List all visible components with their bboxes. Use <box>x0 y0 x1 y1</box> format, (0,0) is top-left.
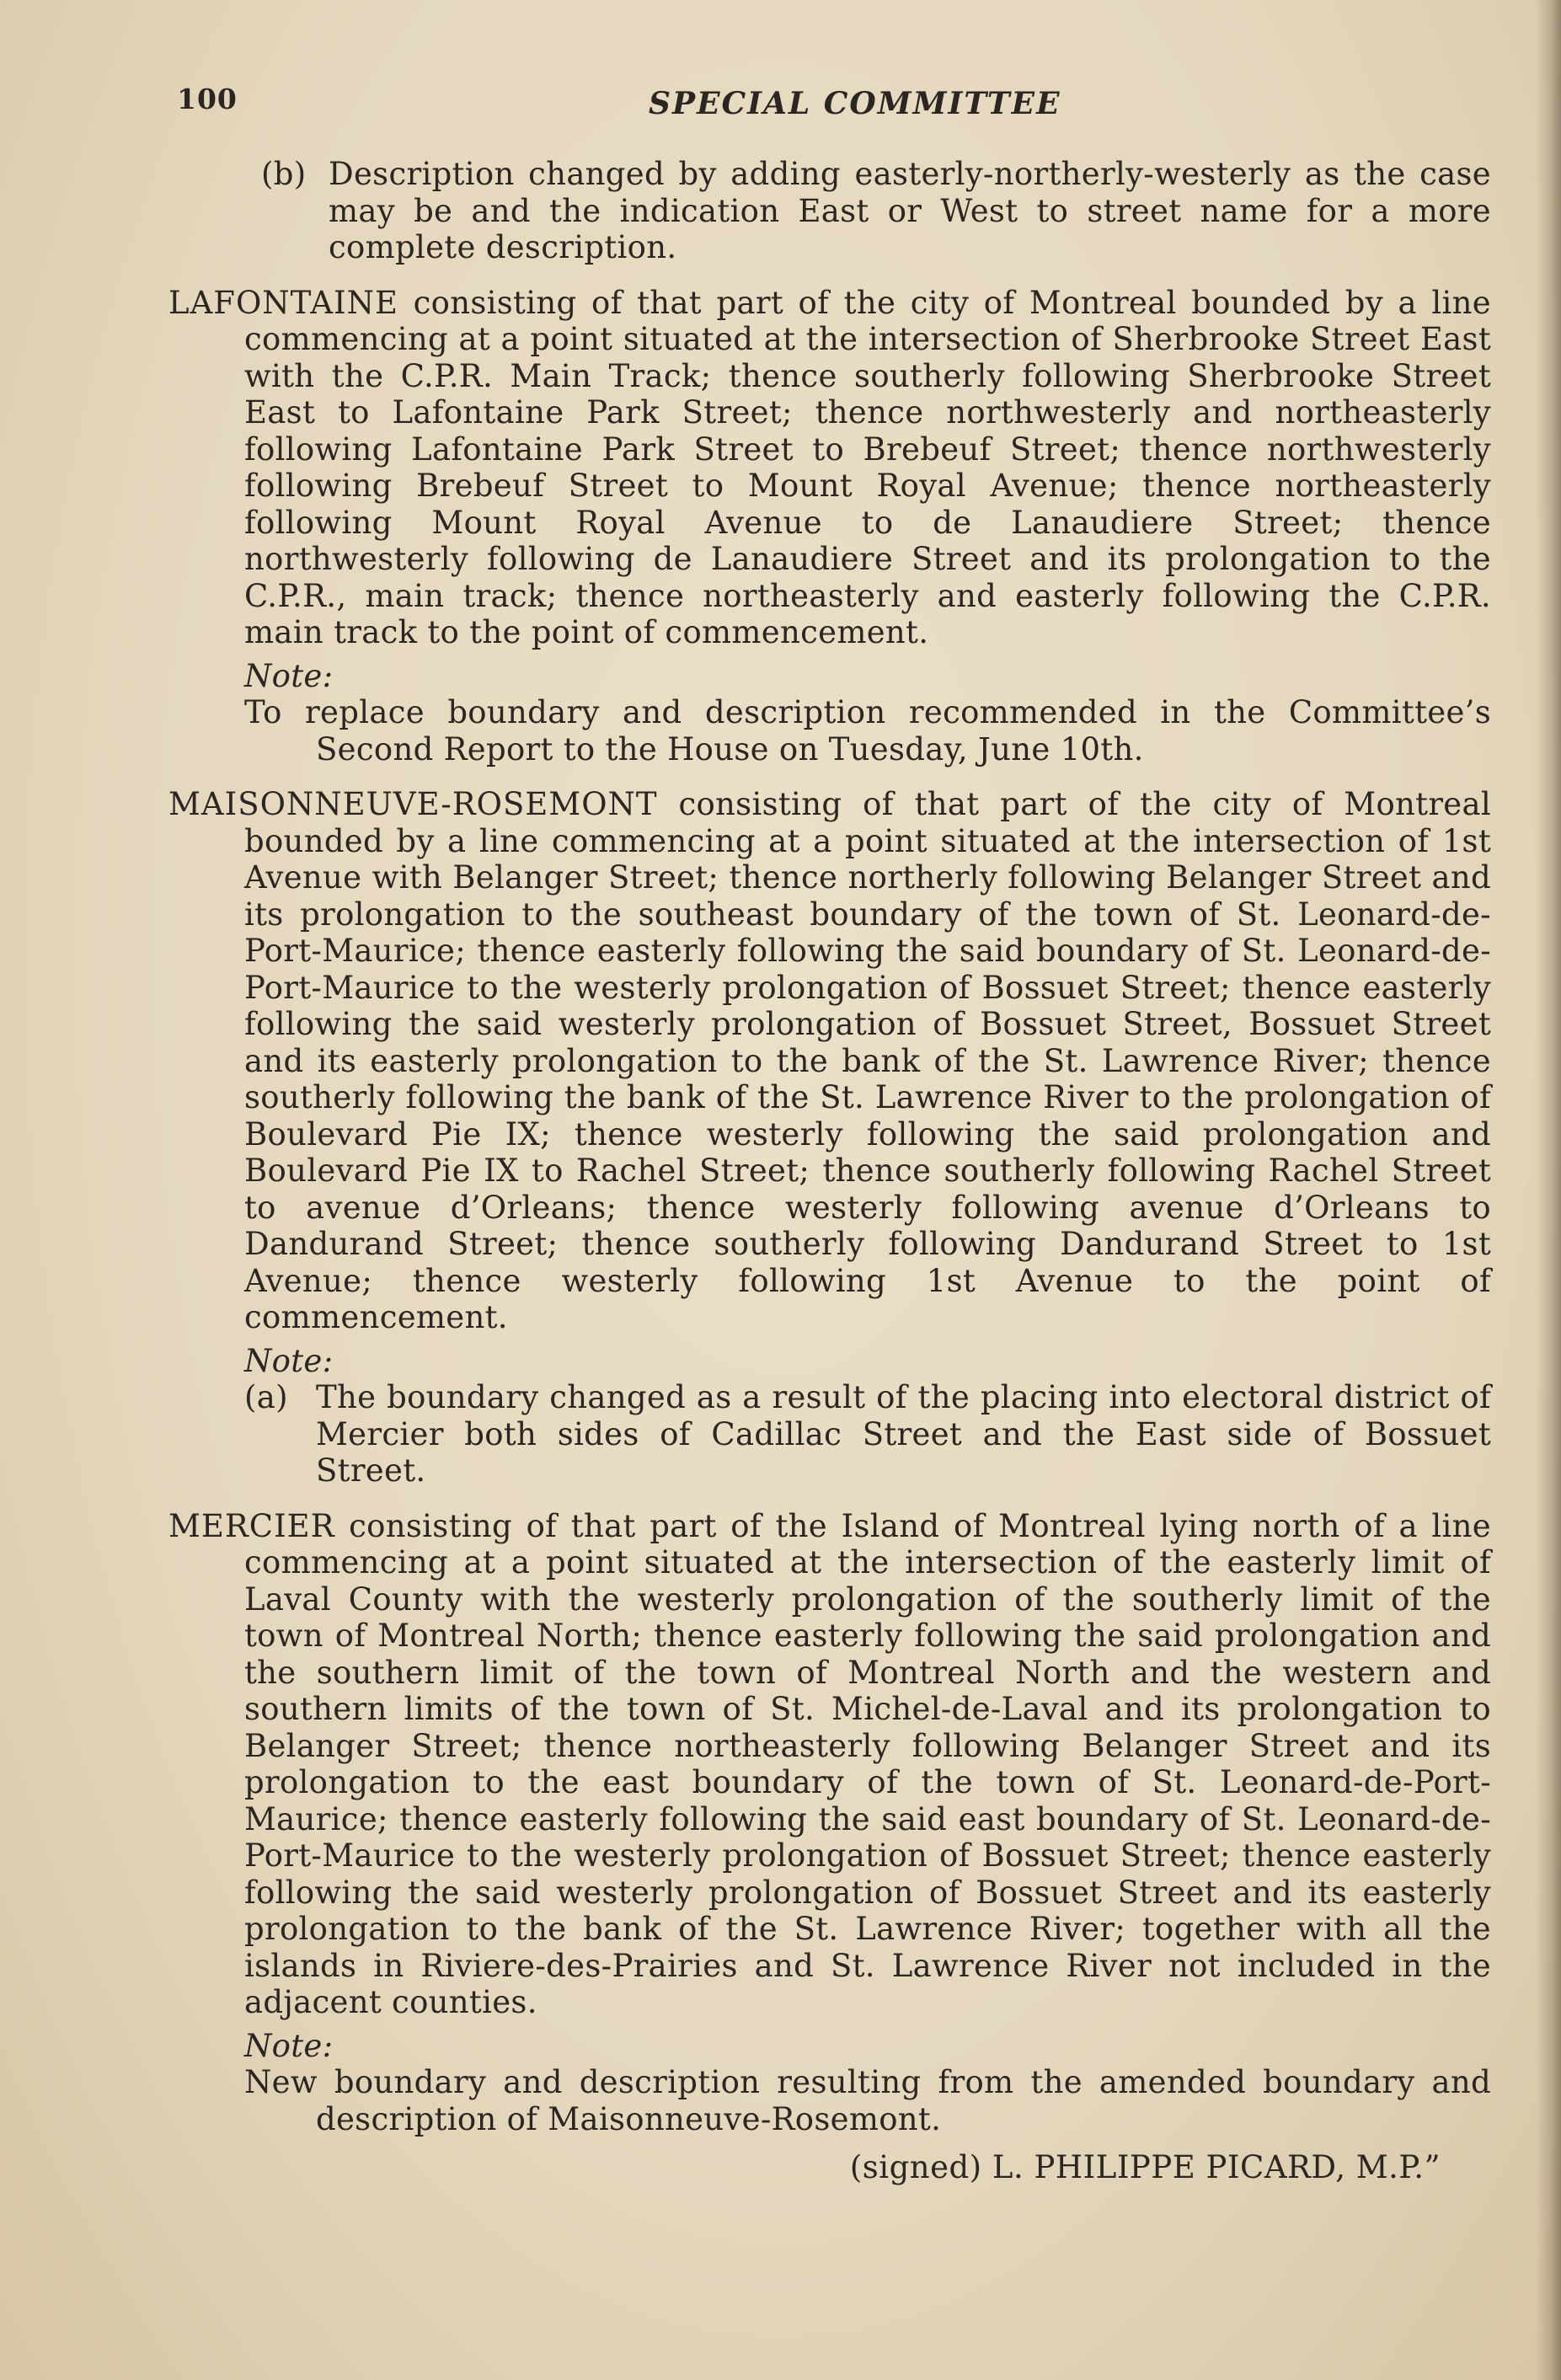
note-item-text: The boundary changed as a result of the placing into electoral district of Mercier both sides of Cadillac Street and the East side of Bossuet Street. <box>316 1379 1491 1489</box>
note-label-lafontaine: Note: <box>244 657 334 694</box>
district-text-lafontaine: consisting of that part of the city of Montreal bounded by a line commencing at a point situated at the intersection of Sherbrooke Street East with the C.P.R. Main Track; thence southerly following Sherbrooke Street East to Lafontaine Park Street; thence northwesterly and northeasterly following Lafontaine Park Street to Brebeuf Street; thence northwesterly following Brebeuf Street to Mount Royal Avenue; thence northeasterly following Mount Royal Avenue to de Lanaudiere Street; thence northwesterly following de Lanaudiere Street and its prolongation to the C.P.R., main track; thence northeasterly and easterly following the C.P.R. main track to the point of commencement. <box>244 284 1491 650</box>
note-item-maisonneuve-rosemont <box>244 1379 1491 1490</box>
district-mercier <box>168 1508 1491 2021</box>
running-head: SPECIAL COMMITTEE <box>649 86 1061 121</box>
note-item-label: (a) <box>244 1379 288 1415</box>
district-text-mercier: consisting of that part of the Island of Montreal lying north of a line commencing at a point situated at the intersection of the easterly limit of Laval County with the westerly prolongation of the southerly limit of the town of Montreal North; thence easterly following the said prolongation and the southern limit of the town of Montreal North and the western and southern limits of the town of St. Michel-de-Laval and its prolongation to Belanger Street; thence northeasterly following Belanger Street and its prolongation to the east boundary of the town of St. Leonard-de-Port-Maurice; thence easterly following the said east boundary of St. Leonard-de-Port-Maurice to the westerly prolongation of Bossuet Street; thence easterly following the said westerly prolongation of Bossuet Street and its easterly prolongation to the bank of the St. Lawrence River; together with all the islands in Riviere-des-Prairies and St. Lawrence River not included in the adjacent counties. <box>244 1507 1491 2020</box>
district-text-maisonneuve-rosemont: consisting of that part of the city of Montreal bounded by a line commencing at a point situated at the intersection of 1st Avenue with Belanger Street; thence northerly following Belanger Street and its prolongation to the southeast boundary of the town of St. Leonard-de-Port-Maurice; thence easterly following the said boundary of St. Leonard-de-Port-Maurice to the westerly prolongation of Bossuet Street; thence easterly following the said westerly prolongation of Bossuet Street, Bossuet Street and its easterly prolongation to the bank of the St. Lawrence River; thence southerly following the bank of the St. Lawrence River to the prolongation of Boulevard Pie IX; thence westerly following the said prolongation and Boulevard Pie IX to Rachel Street; thence southerly following Rachel Street to avenue d’Orleans; thence westerly following avenue d’Orleans to Dandurand Street; thence southerly following Dandurand Street to 1st Avenue; thence westerly following 1st Avenue to the point of commencement. <box>244 786 1491 1335</box>
intro-item <box>261 156 1491 266</box>
note-text-mercier: New boundary and description resulting from the amended boundary and description of Maisonneuve-Rosemont. <box>244 2064 1491 2137</box>
district-name-lafontaine: LAFONTAINE <box>168 284 399 321</box>
page-header <box>177 76 1491 126</box>
district-name-mercier: MERCIER <box>168 1507 335 1544</box>
district-lafontaine <box>168 285 1491 651</box>
page-number: 100 <box>177 83 238 115</box>
note-text-lafontaine: To replace boundary and description recommended in the Committee’s Second Report to the House on Tuesday, June 10th. <box>244 694 1491 767</box>
district-name-maisonneuve-rosemont: MAISONNEUVE-ROSEMONT <box>168 786 658 822</box>
body-text <box>168 156 1491 2186</box>
note-label-mercier: Note: <box>244 2027 334 2064</box>
note-label-maisonneuve-rosemont: Note: <box>244 1342 334 1379</box>
intro-item-label: (b) <box>261 156 307 192</box>
page-edge-shadow <box>1536 0 1561 2380</box>
intro-item-text: Description changed by adding easterly-northerly-westerly as the case may be and the indication East or West to street name for a more complete description. <box>329 156 1491 265</box>
signature: (signed) L. PHILIPPE PICARD, M.P.” <box>849 2149 1441 2185</box>
district-maisonneuve-rosemont <box>168 786 1491 1336</box>
